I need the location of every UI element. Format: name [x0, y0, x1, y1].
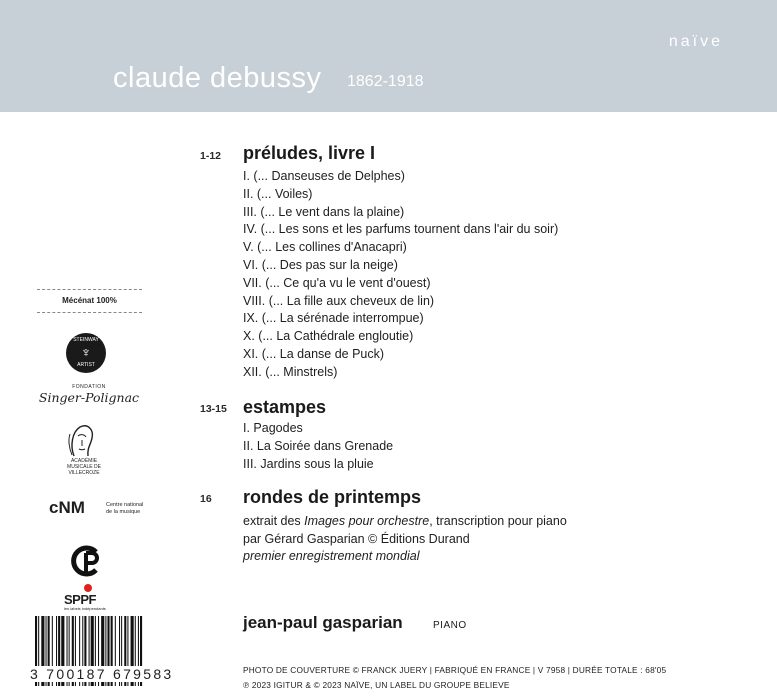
track-range: 13-15 — [200, 403, 227, 415]
portrait-sketch-icon — [60, 422, 108, 458]
performer-name: jean-paul gasparian — [243, 613, 403, 632]
movement-item: XII. (... Minstrels) — [243, 364, 338, 379]
movement-item: II. La Soirée dans Grenade — [243, 438, 394, 453]
movement-item: XI. (... La danse de Puck) — [243, 346, 385, 361]
work-description — [243, 513, 567, 566]
description-line: extrait des Images pour orchestre, transcription pour piano — [243, 514, 567, 528]
academie-text: ACADÉMIE MUSICALE DE VILLECROZE — [67, 458, 101, 476]
work-title: estampes — [243, 397, 327, 417]
credits — [243, 663, 666, 692]
lyre-icon: ♆ — [80, 344, 92, 360]
movement-item: VIII. (... La fille aux cheveux de lin) — [243, 293, 435, 308]
movement-item: III. (... Le vent dans la plaine) — [243, 204, 405, 219]
track-range: 1-12 — [200, 150, 222, 162]
work-title: préludes, livre I — [243, 143, 376, 163]
sppf-logo — [64, 584, 112, 610]
cnm-mark: cNM — [49, 498, 85, 517]
movement-list — [243, 420, 393, 473]
steinway-bottom-text: ARTIST — [77, 362, 95, 368]
movement-item: V. (... Les collines d'Anacapri) — [243, 240, 407, 255]
performer-instrument: PIANO — [433, 620, 467, 631]
movement-item: VII. (... Ce qu'a vu le vent d'ouest) — [243, 275, 431, 290]
academie-villecroze-logo — [60, 422, 108, 478]
steinway-artist-logo — [66, 333, 106, 373]
movement-item: I. Pagodes — [243, 421, 303, 435]
track-range: 16 — [200, 493, 212, 505]
movement-item: III. Jardins sous la pluie — [243, 456, 374, 471]
movement-item: II. (... Voiles) — [243, 186, 313, 201]
naive-logo: naïve — [668, 33, 723, 50]
header-band — [0, 0, 777, 112]
cnm-text: Centre national de la musique — [106, 502, 144, 515]
sppf-subtitle: les labels indépendants — [64, 606, 106, 611]
description-line: par Gérard Gasparian © Éditions Durand — [243, 531, 470, 546]
mecenat-logo: Mécénat 100% — [37, 289, 142, 313]
sppf-dot-icon — [84, 584, 92, 592]
composer-dates: 1862-1918 — [347, 73, 424, 90]
movement-item: X. (... La Cathédrale engloutie) — [243, 329, 414, 344]
credits-line: ℗ 2023 IGITUR & © 2023 NAÏVE, UN LABEL DU GROUPE BELIEVE — [243, 679, 510, 690]
fondation-label: FONDATION — [72, 384, 106, 390]
cnm-logo — [49, 496, 149, 532]
steinway-top-text: STEINWAY — [73, 337, 99, 343]
credits-line: PHOTO DE COUVERTURE © FRANCK JUERY | FABRIQUÉ EN FRANCE | V 7958 | DURÉE TOTALE : 68'05 — [243, 665, 667, 675]
cpf-icon — [68, 543, 104, 579]
movement-item: VI. (... Des pas sur la neige) — [243, 257, 398, 272]
movement-item: IV. (... Les sons et les parfums tournent dans l'air du soir) — [243, 222, 559, 237]
composer-name: claude debussy — [113, 62, 322, 94]
barcode-digits: 3 700187 679583 — [30, 666, 180, 682]
sppf-mark: SPPF — [64, 592, 96, 607]
movement-list — [243, 168, 558, 382]
movement-item: I. (... Danseuses de Delphes) — [243, 169, 405, 183]
fondation-singer-polignac-logo — [38, 384, 140, 405]
description-line: premier enregistrement mondial — [243, 549, 420, 563]
fondation-name: Singer-Polignac — [38, 390, 140, 405]
cpf-logo — [68, 543, 104, 579]
work-title: rondes de printemps — [243, 487, 422, 507]
movement-item: IX. (... La sérénade interrompue) — [243, 311, 424, 326]
